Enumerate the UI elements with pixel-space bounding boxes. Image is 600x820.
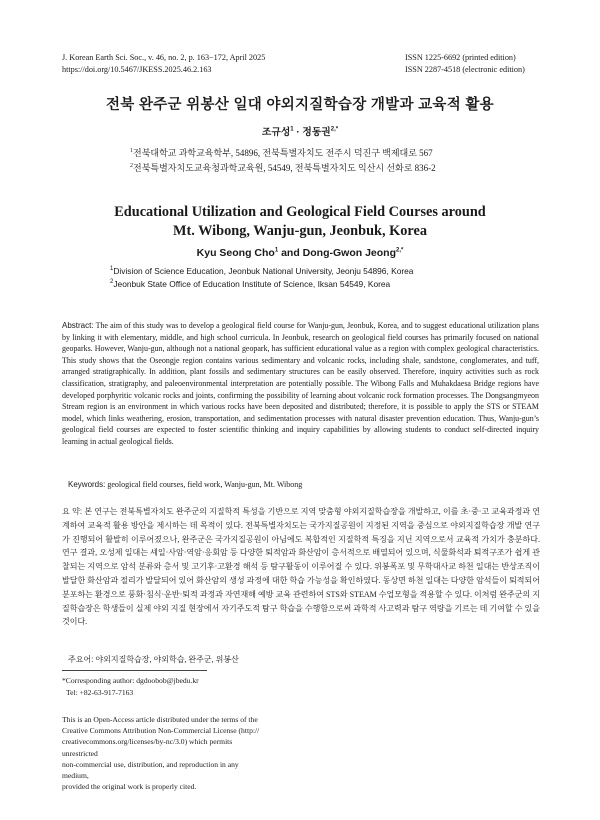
license-line: creativecommons.org/licenses/by-nc/3.0) which permits unrestricted	[62, 737, 233, 758]
korean-abstract-label: 요 약:	[62, 507, 83, 516]
license-line: Creative Commons Attribution Non-Commercial License (http://	[62, 726, 260, 736]
korean-aff-2-text: 전북특별자치도교육청과학교육원, 54549, 전북특별자치도 익산시 선화로 836-2	[133, 163, 436, 173]
author-and: and	[278, 247, 303, 259]
korean-authors	[0, 124, 600, 138]
keywords-text: geological field courses, field work, Wanju-gun, Mt. Wibong	[105, 480, 303, 489]
english-affiliation-1	[110, 265, 413, 278]
korean-aff-2-sup: 2	[130, 163, 133, 169]
korean-abstract	[62, 505, 540, 629]
english-author-1-sup: 1	[274, 247, 279, 254]
english-affiliations	[110, 265, 413, 290]
footnote-divider	[62, 670, 207, 671]
korean-abstract-text: 본 연구는 전북특별자치도 완주군의 지질학적 특성을 기반으로 지역 맞춤형 야외지질학습장을 개발하고, 이를 초·중·고 교육과정과 연계하여 교육적 활용 방안을 제시하는 데 목적이 있다. 전북특별자치도는 국가지질공원이 지정된 지역을 중심으로 야외지질학습장 개발 연구가 진행되어 활발히 이루어졌으나, 완주군은 국가지질공원이 아님에도 복합적인 지질학적 특징을 지닌 지역으로서 교육적 가치가 충분하다. 연구 결과, 오성제 일대는 셰일·사암·역암·응회암 등 다양한 퇴적암과 화산암이 층서적으로 배열되어 있으며, 식물화석과 퇴적구조가 쉽게 관찰되는 지역으로 암석 분류와 층서 및 고기후·고환경 해석 등 탐구활동이 이루어질 수 있다. 위봉폭포 및 무학대사교 하천 일대는 반상조직이 발달한 화산암과 절리가 발달되어 있어 화산암의 생성 과정에 대한 학습 가능성을 확인하였다. 동상면 하천 일대는 다양한 암석들이 퇴적되어 분포하는 환경으로 풍화·침식·운반·퇴적 과정과 자연재해 예방 교육 관련하여 STS와 STEAM 수업모형을 적용할 수 있다. 이처럼 완주군의 지질학습장은 학생들이 실제 야외 지질 현장에서 자기주도적 탐구 학습을 수행함으로써 과학적 사고력과 탐구 역량을 기르는 데 기여할 수 있을 것이다.	[62, 507, 540, 627]
english-aff-2-sup: 2	[110, 278, 114, 285]
english-author-1: Kyu Seong Cho	[196, 247, 275, 259]
korean-keywords-text: 야외지질학습장, 야외학습, 완주군, 위봉산	[93, 655, 239, 664]
korean-affiliations	[130, 146, 436, 176]
journal-header-left	[62, 52, 265, 76]
english-aff-1-text: Division of Science Education, Jeonbuk National University, Jeonju 54896, Korea	[113, 266, 414, 276]
english-author-2: Dong-Gwon Jeong	[302, 247, 396, 259]
author-separator: ·	[293, 127, 303, 138]
journal-citation: J. Korean Earth Sci. Soc., v. 46, no. 2, p. 163−172, April 2025	[62, 53, 266, 62]
korean-author-1: 조규성	[261, 127, 291, 138]
english-abstract	[62, 320, 539, 448]
korean-title: 전북 완주군 위봉산 일대 야외지질학습장 개발과 교육적 활용	[106, 97, 494, 113]
issn-electronic: ISSN 2287-4518 (electronic edition)	[405, 65, 525, 74]
english-author-2-sup: 2,*	[396, 247, 404, 254]
english-affiliation-2	[110, 278, 413, 291]
english-aff-1-sup: 1	[110, 266, 114, 273]
journal-header-right	[405, 52, 525, 76]
license-line: non-commercial use, distribution, and reproduction in any medium,	[62, 759, 239, 781]
korean-affiliation-2	[130, 161, 436, 176]
english-title-line-1: Educational Utilization and Geological Field Courses around	[114, 204, 486, 220]
korean-keywords	[68, 654, 239, 665]
english-aff-2-text: Jeonbuk State Office of Education Institute of Science, Iksan 54549, Korea	[113, 278, 391, 289]
korean-keywords-label: 주요어:	[68, 655, 94, 664]
korean-author-2-sup: 2,*	[330, 126, 339, 133]
korean-author-1-sup: 1	[290, 126, 294, 133]
english-authors	[0, 247, 600, 259]
license-line: provided the original work is properly cited.	[62, 782, 197, 792]
issn-print: ISSN 1225-6692 (printed edition)	[405, 53, 516, 62]
korean-affiliation-1	[130, 146, 436, 161]
english-title-line-2: Mt. Wibong, Wanju-gun, Jeonbuk, Korea	[173, 223, 427, 239]
corresponding-phone: Tel: +82-63-917-7163	[66, 687, 134, 697]
abstract-text: The aim of this study was to develop a geological field course for Wanju-gun, Jeonbuk, Korea, and to suggest educational utilization plans by linking it with elementary, middle, and high school curricula. In Jeonbuk, research on geological field courses has primarily focused on national geoparks. However, Wanju-gun, although not a national geopark, has sufficient educational value as a region with complex geological characteristics. This study shows that the Oseongje region contains various sedimentary and volcanic rocks, including shale, sandstone, conglomerates, and tuff, arranged stratigraphically. In addition, plant fossils and sedimentary structures can be easily observed. Therefore, inquiry activities such as rock classification, stratigraphy, and paleoenvironmental interpretation are potentially possible. The Wibong Falls and Muhakdaesa Bridge regions have developed porphyritic volcanic rocks and joints, confirming the possibility of learning about volcanic rock formation processes. The Dongsangmyeon Stream region is an environment in which various rocks have been deposited and distributed; therefore, it is possible to apply the STS or STEAM model, which links weathering, erosion, transportation, and sedimentation processes with natural disaster prevention education. Thus, Wanju-gun’s geological field courses are expected to foster scientific thinking and inquiry capabilities by allowing students to conduct self-directed inquiry learning in actual geological fields.	[62, 321, 539, 446]
corresponding-email: *Corresponding author: dgdoobob@jbedu.kr	[62, 676, 199, 685]
doi-link[interactable]: https://doi.org/10.5467/JKESS.2025.46.2.163	[62, 65, 212, 74]
english-title	[0, 203, 600, 241]
korean-author-2: 정동권	[302, 127, 331, 138]
corresponding-author-note	[62, 675, 199, 698]
korean-aff-1-text: 전북대학교 과학교육학부, 54896, 전북특별자치도 전주시 덕진구 백제대로 567	[133, 148, 433, 158]
abstract-label: Abstract:	[62, 321, 94, 330]
license-note	[62, 714, 262, 792]
keywords-label: Keywords:	[68, 480, 106, 489]
license-line: This is an Open-Access article distributed under the terms of the	[62, 715, 258, 724]
english-keywords	[68, 480, 302, 489]
korean-aff-1-sup: 1	[130, 148, 133, 154]
